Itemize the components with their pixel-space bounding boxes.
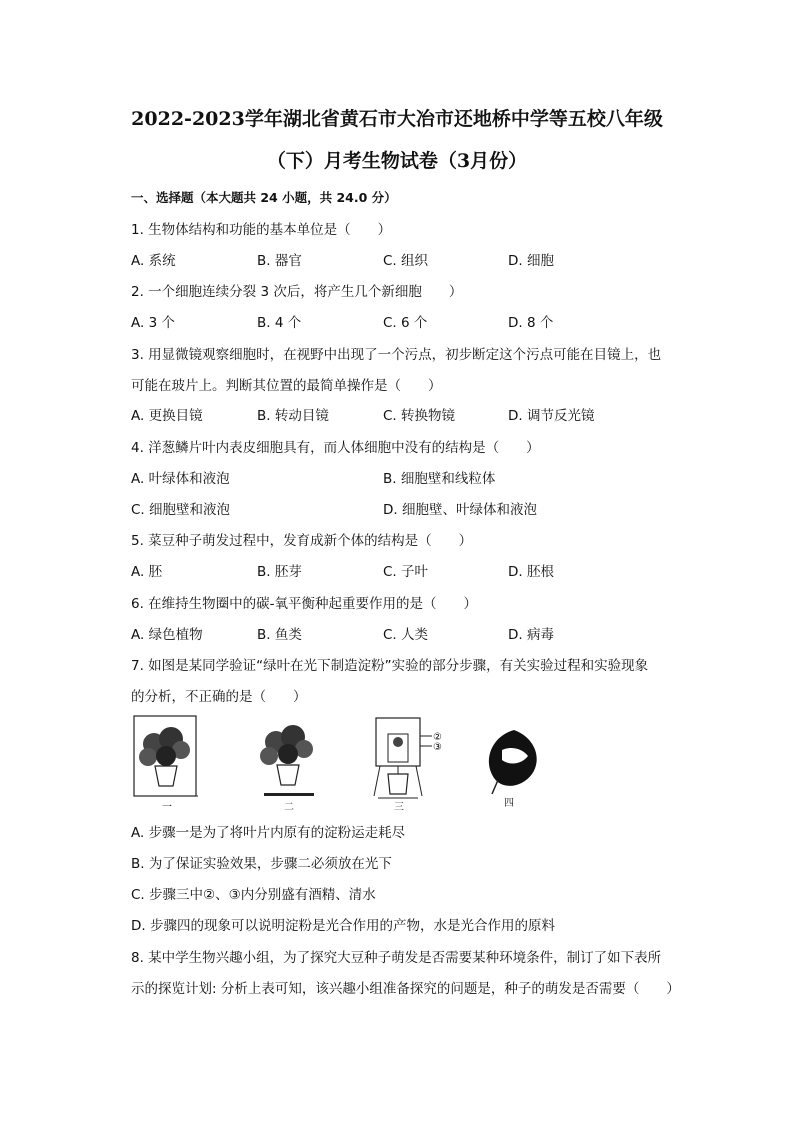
question-6-option-c: C. 人类 bbox=[383, 627, 429, 643]
question-3-stem-line2: 可能在玻片上。判断其位置的最简单操作是（ ） bbox=[131, 378, 442, 394]
question-2-option-d: D. 8 个 bbox=[508, 315, 554, 331]
question-5-option-c: C. 子叶 bbox=[383, 564, 429, 580]
question-1-option-d: D. 细胞 bbox=[508, 253, 554, 269]
step-2-plant-partially-covered bbox=[260, 725, 314, 796]
beaker-label-3: ③ bbox=[433, 742, 442, 753]
question-3-option-d: D. 调节反光镜 bbox=[508, 408, 595, 424]
question-6-stem: 6. 在维持生物圈中的碳-氧平衡种起重要作用的是（ ） bbox=[131, 596, 478, 612]
question-7-stem-line1: 7. 如图是某同学验证“绿叶在光下制造淀粉”实验的部分步骤，有关实验过程和实验现象 bbox=[131, 658, 649, 674]
figure-label-3: 三 bbox=[394, 802, 404, 813]
question-1-option-a: A. 系统 bbox=[131, 253, 176, 269]
figure-label-2: 二 bbox=[284, 802, 294, 813]
question-5-option-d: D. 胚根 bbox=[508, 564, 554, 580]
question-7-stem-line2: 的分析，不正确的是（ ） bbox=[131, 689, 307, 705]
question-2-option-b: B. 4 个 bbox=[257, 315, 302, 331]
question-2-option-a: A. 3 个 bbox=[131, 315, 175, 331]
question-1-option-b: B. 器官 bbox=[257, 253, 302, 269]
figure-label-1: 一 bbox=[162, 802, 172, 813]
question-5-option-a: A. 胚 bbox=[131, 564, 163, 580]
question-8-stem-line2: 示的探览计划: 分析上表可知，该兴趣小组准备探究的问题是，种子的萌发是否需要（ ） bbox=[131, 981, 680, 997]
question-7-option-d: D. 步骤四的现象可以说明淀粉是光合作用的产物，水是光合作用的原料 bbox=[131, 918, 555, 934]
question-5-stem: 5. 菜豆种子萌发过程中，发育成新个体的结构是（ ） bbox=[131, 533, 473, 549]
beaker-label-2: ② bbox=[433, 732, 442, 743]
step-3-water-bath bbox=[374, 718, 432, 798]
question-5-option-b: B. 胚芽 bbox=[257, 564, 302, 580]
question-4-option-b: B. 细胞壁和线粒体 bbox=[383, 471, 496, 487]
question-2-stem: 2. 一个细胞连续分裂 3 次后，将产生几个新细胞 ） bbox=[131, 284, 463, 300]
experiment-figure-drawing bbox=[126, 712, 546, 808]
question-1-option-c: C. 组织 bbox=[383, 253, 429, 269]
question-8-stem-line1: 8. 某中学生物兴趣小组，为了探究大豆种子萌发是否需要某种环境条件，制订了如下表所 bbox=[131, 950, 662, 966]
question-4-stem: 4. 洋葱鳞片叶内表皮细胞具有，而人体细胞中没有的结构是（ ） bbox=[131, 440, 540, 456]
step-1-plant-in-box bbox=[134, 716, 198, 796]
question-4-option-d: D. 细胞壁、叶绿体和液泡 bbox=[383, 502, 537, 518]
exam-title-line1: 2022-2023学年湖北省黄石市大冶市还地桥中学等五校八年级 bbox=[131, 108, 663, 130]
section-heading: 一、选择题（本大题共 24 小题，共 24.0 分） bbox=[131, 190, 397, 205]
question-1-stem: 1. 生物体结构和功能的基本单位是（ ） bbox=[131, 222, 392, 238]
question-6-option-d: D. 病毒 bbox=[508, 627, 554, 643]
experiment-figure bbox=[126, 712, 546, 808]
question-6-option-a: A. 绿色植物 bbox=[131, 627, 203, 643]
question-7-option-c: C. 步骤三中②、③内分别盛有酒精、清水 bbox=[131, 887, 376, 903]
figure-label-4: 四 bbox=[504, 798, 514, 809]
question-4-option-c: C. 细胞壁和液泡 bbox=[131, 502, 231, 518]
question-3-option-c: C. 转换物镜 bbox=[383, 408, 456, 424]
exam-title-line2: （下）月考生物试卷（3月份） bbox=[266, 150, 528, 172]
question-3-option-a: A. 更换目镜 bbox=[131, 408, 203, 424]
question-2-option-c: C. 6 个 bbox=[383, 315, 428, 331]
question-3-option-b: B. 转动目镜 bbox=[257, 408, 329, 424]
question-3-stem-line1: 3. 用显微镜观察细胞时，在视野中出现了一个污点，初步断定这个污点可能在目镜上，也 bbox=[131, 347, 662, 363]
step-4-stained-leaf bbox=[489, 730, 537, 794]
question-4-option-a: A. 叶绿体和液泡 bbox=[131, 471, 230, 487]
question-7-option-b: B. 为了保证实验效果，步骤二必须放在光下 bbox=[131, 856, 392, 872]
question-6-option-b: B. 鱼类 bbox=[257, 627, 302, 643]
question-7-option-a: A. 步骤一是为了将叶片内原有的淀粉运走耗尽 bbox=[131, 825, 406, 841]
